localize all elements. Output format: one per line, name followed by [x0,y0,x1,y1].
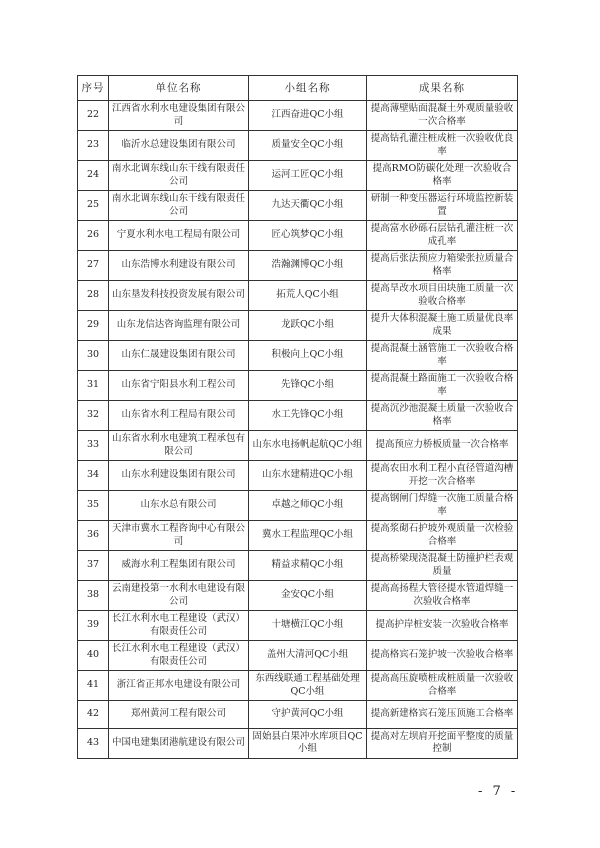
cell-index: 39 [78,611,109,641]
table-row [78,161,518,191]
cell-unit-name: 郑州黄河工程有限公司 [109,701,249,729]
cell-group-name: 山东水电扬帆起航QC小组 [249,431,367,461]
results-table-container [77,75,517,759]
cell-group-name: 山东水建精进QC小组 [249,461,367,491]
cell-result-name: 提高对左坝肩开挖面平整度的质量控制 [367,728,518,758]
cell-group-name: 龙跃QC小组 [249,311,367,341]
cell-result-name: 提高混凝土路面施工一次验收合格率 [367,371,518,401]
table-row [78,611,518,641]
table-row [78,641,518,671]
cell-index: 33 [78,431,109,461]
cell-group-name: 先锋QC小组 [249,371,367,401]
cell-group-name: 冀水工程监理QC小组 [249,521,367,551]
cell-index: 36 [78,521,109,551]
cell-group-name: 东西线联通工程基础处理QC小组 [249,671,367,701]
cell-result-name: 提高钻孔灌注桩成桩一次验收优良率 [367,131,518,161]
cell-group-name: 盖州大清河QC小组 [249,641,367,671]
header-index: 序号 [78,76,109,101]
cell-group-name: 水工先锋QC小组 [249,401,367,431]
cell-unit-name: 浙江省正邦水电建设有限公司 [109,671,249,701]
cell-unit-name: 山东龙信达咨询监理有限公司 [109,311,249,341]
cell-unit-name: 长江水利水电工程建设（武汉）有限责任公司 [109,641,249,671]
cell-unit-name: 山东水利建设集团有限公司 [109,461,249,491]
cell-index: 25 [78,191,109,221]
cell-unit-name: 南水北调东线山东干线有限责任公司 [109,161,249,191]
table-row [78,221,518,251]
cell-result-name: 提高浆砌石护坡外观质量一次检验合格率 [367,521,518,551]
cell-unit-name: 天津市冀水工程咨询中心有限公司 [109,521,249,551]
cell-result-name: 提高旱改水项目田块施工质量一次验收合格率 [367,281,518,311]
cell-unit-name: 南水北调东线山东干线有限责任公司 [109,191,249,221]
table-row [78,281,518,311]
cell-result-name: 提高护岸桩安装一次验收合格率 [367,611,518,641]
cell-result-name: 研制一种变压器运行环境监控新装置 [367,191,518,221]
results-table [77,75,518,759]
cell-group-name: 拓荒人QC小组 [249,281,367,311]
cell-index: 38 [78,581,109,611]
cell-group-name: 十塘横江QC小组 [249,611,367,641]
table-row [78,101,518,131]
table-header-row [78,76,518,101]
cell-group-name: 积极向上QC小组 [249,341,367,371]
table-row [78,521,518,551]
cell-group-name: 江西奋进QC小组 [249,101,367,131]
table-row [78,461,518,491]
table-row [78,551,518,581]
cell-index: 34 [78,461,109,491]
cell-result-name: 提高钢闸门焊缝一次施工质量合格率 [367,491,518,521]
cell-unit-name: 威海水利工程集团有限公司 [109,551,249,581]
cell-result-name: 提高后张法预应力箱梁张拉质量合格率 [367,251,518,281]
cell-group-name: 匠心筑梦QC小组 [249,221,367,251]
cell-unit-name: 山东省宁阳县水利工程公司 [109,371,249,401]
cell-group-name: 质量安全QC小组 [249,131,367,161]
cell-unit-name: 江西省水利水电建设集团有限公司 [109,101,249,131]
cell-result-name: 提高桥梁现浇混凝土防撞护栏表观质量 [367,551,518,581]
cell-result-name: 提高富水砂砾石层钻孔灌注桩一次成孔率 [367,221,518,251]
header-result-name: 成果名称 [367,76,518,101]
cell-result-name: 提高混凝土涵管施工一次验收合格率 [367,341,518,371]
cell-index: 42 [78,701,109,729]
cell-unit-name: 山东仁晟建设集团有限公司 [109,341,249,371]
cell-index: 27 [78,251,109,281]
cell-result-name: 提高格宾石笼护坡一次验收合格率 [367,641,518,671]
table-row [78,131,518,161]
page-number: - 7 - [478,784,519,799]
cell-unit-name: 云南建投第一水利水电建设有限公司 [109,581,249,611]
cell-result-name: 提高预应力桥板质量一次合格率 [367,431,518,461]
table-row [78,431,518,461]
cell-index: 37 [78,551,109,581]
cell-index: 31 [78,371,109,401]
cell-index: 41 [78,671,109,701]
cell-result-name: 提高新建格宾石笼压顶施工合格率 [367,701,518,729]
cell-group-name: 金安QC小组 [249,581,367,611]
cell-result-name: 提高RMO防碳化处理一次验收合格率 [367,161,518,191]
table-row [78,251,518,281]
cell-result-name: 提高沉沙池混凝土质量一次验收合格率 [367,401,518,431]
table-body [78,101,518,759]
cell-result-name: 提高农田水利工程小直径管道沟槽开挖一次合格率 [367,461,518,491]
cell-group-name: 九达天衢QC小组 [249,191,367,221]
table-row [78,371,518,401]
cell-unit-name: 山东垦发科技投资发展有限公司 [109,281,249,311]
cell-index: 28 [78,281,109,311]
table-row [78,191,518,221]
cell-index: 22 [78,101,109,131]
cell-group-name: 浩瀚渊博QC小组 [249,251,367,281]
table-row [78,671,518,701]
cell-index: 40 [78,641,109,671]
cell-unit-name: 中国电建集团港航建设有限公司 [109,728,249,758]
cell-index: 43 [78,728,109,758]
header-unit-name: 单位名称 [109,76,249,101]
cell-group-name: 精益求精QC小组 [249,551,367,581]
table-row [78,401,518,431]
cell-index: 26 [78,221,109,251]
table-row [78,701,518,729]
cell-index: 29 [78,311,109,341]
cell-group-name: 卓越之师QC小组 [249,491,367,521]
cell-unit-name: 临沂水总建设集团有限公司 [109,131,249,161]
table-row [78,341,518,371]
header-group-name: 小组名称 [249,76,367,101]
cell-unit-name: 山东省水利水电建筑工程承包有限公司 [109,431,249,461]
cell-index: 35 [78,491,109,521]
table-row [78,728,518,758]
cell-unit-name: 长江水利水电工程建设（武汉）有限责任公司 [109,611,249,641]
cell-result-name: 提升大体积混凝土施工质量优良率成果 [367,311,518,341]
cell-index: 23 [78,131,109,161]
cell-result-name: 提高高压旋喷桩成桩质量一次验收合格率 [367,671,518,701]
cell-group-name: 运河工匠QC小组 [249,161,367,191]
cell-index: 32 [78,401,109,431]
cell-unit-name: 山东浩博水利建设有限公司 [109,251,249,281]
cell-result-name: 提高高扬程大管径提水管道焊缝一次验收合格率 [367,581,518,611]
cell-unit-name: 山东水总有限公司 [109,491,249,521]
cell-index: 24 [78,161,109,191]
table-row [78,491,518,521]
table-row [78,581,518,611]
cell-unit-name: 宁夏水利水电工程局有限公司 [109,221,249,251]
cell-result-name: 提高薄壁贴面混凝土外观质量验收一次合格率 [367,101,518,131]
table-row [78,311,518,341]
cell-index: 30 [78,341,109,371]
cell-unit-name: 山东省水利工程局有限公司 [109,401,249,431]
cell-group-name: 守护黄河QC小组 [249,701,367,729]
cell-group-name: 固始县白果冲水库项目QC小组 [249,728,367,758]
